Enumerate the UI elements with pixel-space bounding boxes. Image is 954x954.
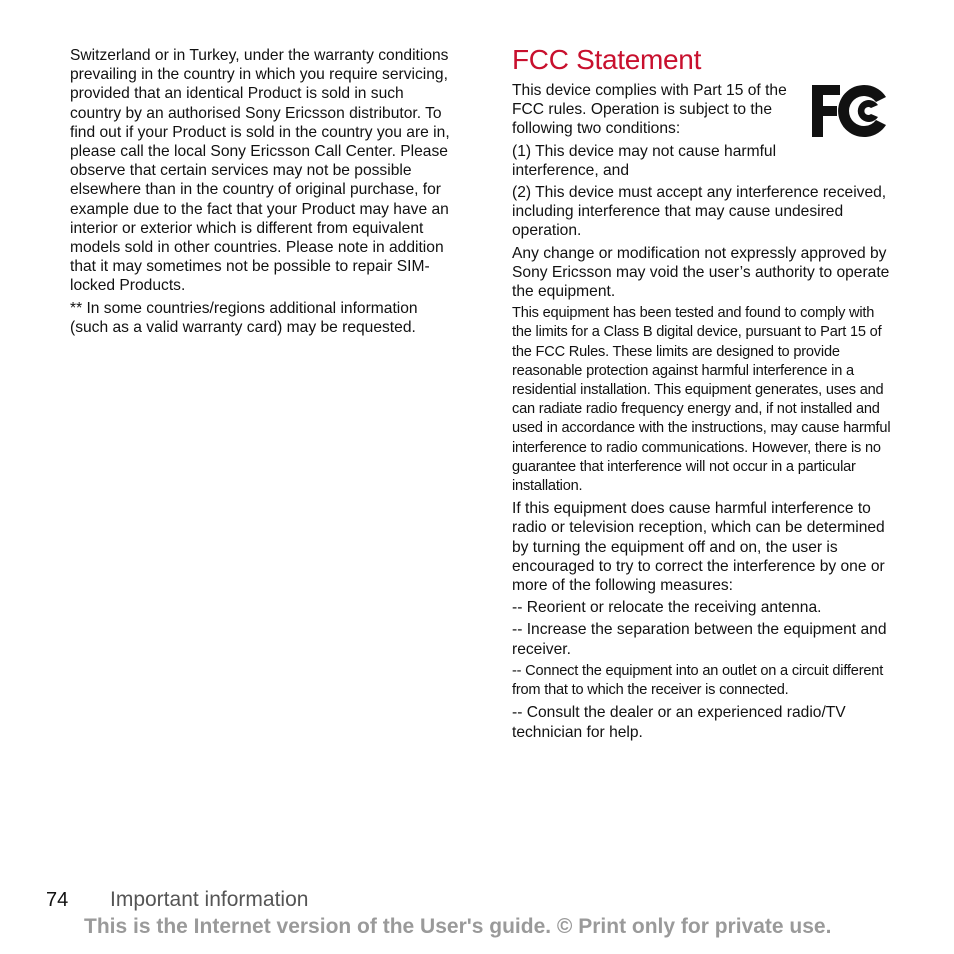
left-column (70, 46, 452, 340)
modification-warning: Any change or modification not expressly approved by Sony Ericsson may void the user’s authority to operate the equipment. (512, 244, 890, 301)
interference-paragraph: If this equipment does cause harmful interference to radio or television reception, which can be determined by turning the equipment off and on, the user is encouraged to try to correct the interference by one or more of the following measures: (512, 500, 885, 595)
right-column (512, 44, 892, 745)
condition-two: (2) This device must accept any interference received, including interference that may cause undesired operation. (512, 184, 887, 240)
measure-outlet: -- Connect the equipment into an outlet on a circuit different from that to which the receiver is connected. (512, 662, 884, 699)
fcc-statement-heading: FCC Statement (512, 44, 702, 75)
internet-version-notice: This is the Internet version of the User's guide. © Print only for private use. (84, 915, 832, 938)
page-number: 74 (46, 889, 69, 911)
fcc-compliance-text: This device complies with Part 15 of the FCC rules. Operation is subject to the following two conditions: (512, 82, 787, 138)
fcc-intro-block (512, 81, 892, 180)
measure-consult: -- Consult the dealer or an experienced radio/TV technician for help. (512, 704, 846, 741)
measure-reorient: -- Reorient or relocate the receiving antenna. (512, 599, 822, 617)
fcc-logo-icon (810, 83, 888, 139)
measure-separation: -- Increase the separation between the equipment and receiver. (512, 621, 887, 658)
condition-one: (1) This device may not cause harmful interference, and (512, 142, 777, 179)
class-b-paragraph: This equipment has been tested and found to comply with the limits for a Class B digital device, pursuant to Part 15 of the FCC Rules. These limits are designed to provide reasonable protection against harmful interference in a residential installation. This equipment generates, uses and can radiate radio frequency energy and, if not installed and used in accordance with the instructions, may cause harmful interference to radio communications. However, there is no guarantee that interference will not occur in a particular installation. (512, 305, 891, 495)
warranty-paragraph: Switzerland or in Turkey, under the warranty conditions prevailing in the country in which you require servicing, provided that an identical Product is sold in such country by an authorised Sony Ericsson distributor. To find out if your Product is sold in the country you are in, please call the local Sony Ericsson Call Center. Please observe that certain services may not be possible elsewhere than in the country of original purchase, for example due to the fact that your Product may have an interior or exterior which is different from equivalent models sold in other countries. Please note in addition that it may sometimes not be possible to repair SIM-locked Products. (70, 47, 450, 295)
warranty-card-note: ** In some countries/regions additional information (such as a valid warranty card) may be requested. (70, 299, 418, 336)
section-title: Important information (110, 888, 309, 911)
